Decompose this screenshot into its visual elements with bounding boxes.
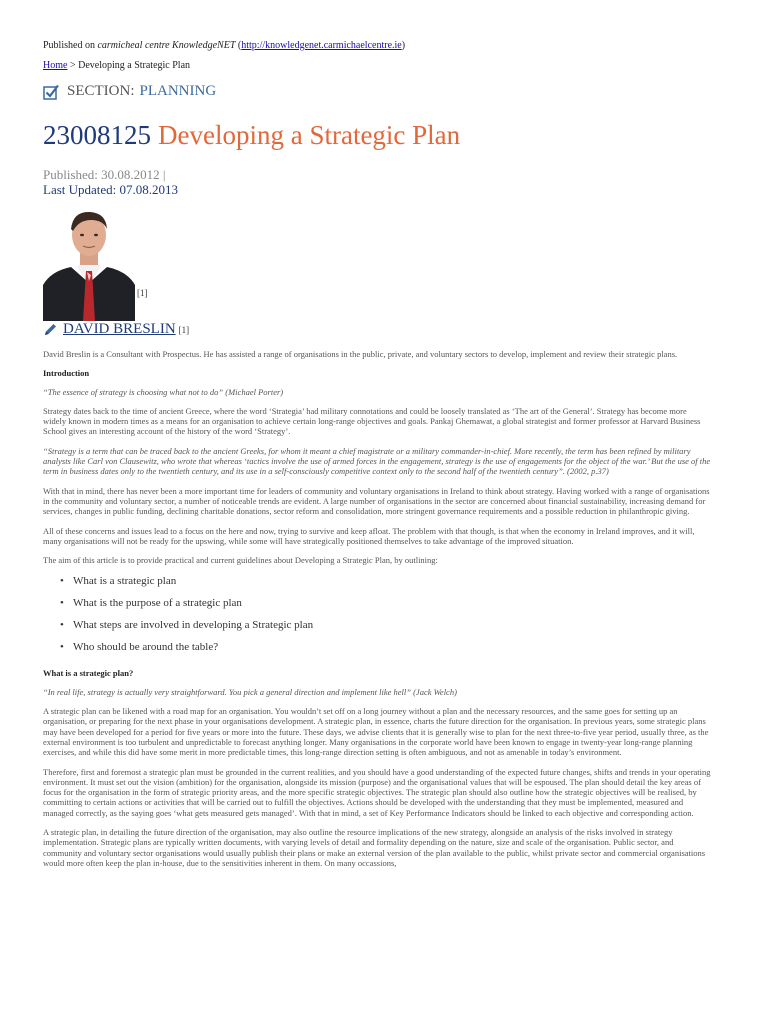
url-open: ( [235, 40, 242, 51]
list-item: • What is a strategic plan [73, 574, 711, 596]
paragraph-realities: Therefore, first and foremost a strategic plan must be grounded in the current realities, and you should have a good understanding of the expected future changes, shifts and trends in your operating environment. It must set out the vision (ambition) for the organisation, alongside its mission (purpose) and the organisational values that will be espoused. The plan should detail the key areas of focus for the organisation in the form of strategic priority areas, and the more specific strategic objectives. The strategic plan should also outline how the strategic objectives will be realised, by committing to certain actions or activities that will be carried out to fulfill the objectives. Actions should be developed with the understanding that they must be implemented, measured and managed correctly, as the saying goes ‘what gets measured gets managed’. With that in mind, a set of Key Performance Indicators should be linked to each objective and corresponding action. [43, 766, 711, 818]
pencil-icon [43, 323, 57, 337]
author-name-link[interactable]: DAVID BRESLIN [63, 321, 176, 337]
published-on-line [43, 40, 405, 51]
author-line [43, 321, 189, 338]
paragraph-trends: With that in mind, there has never been a more important time for leaders of community and voluntary organisations in Ireland to think about strategy. Having worked with a range of organisations in the community and voluntary sector, a number of noticeable trends are evident. A large number of organisations in the sector are concerned about financial sustainability, increasing demand for services, changes in public funding, declining charitable donations, sector reform and consolidation, more stringent governance requirements and a possible reduction in philanthropic giving. [43, 485, 710, 517]
checkbox-icon [43, 84, 59, 100]
paragraph-resources: A strategic plan, in detailing the future direction of the organisation, may also outline the resource implications of the new strategy, alongside an analysis of the risks involved in strategy implementation. Strategic plans are typically written documents, with varying levels of detail and formality depending on the nature, size and scale of the organisation. Public sector, and community and voluntary sector organisations would usually publish their plans or make an external version of the plan available to the public, whilst private sector and commercial organisations would more often keep the plan in-house, due to the sensitivities inherent in them. On many occassions, [43, 827, 706, 868]
quote-porter: “The essence of strategy is choosing what not to do” (Michael Porter) [43, 386, 284, 397]
published-prefix: Published on [43, 40, 98, 51]
list-item: • What steps are involved in developing a Strategic plan [73, 618, 711, 640]
article-body [43, 349, 711, 877]
author-reference[interactable]: [1] [178, 324, 190, 335]
article-title [43, 120, 460, 151]
section-label: SECTION: [67, 83, 135, 99]
url-close: ) [401, 40, 406, 51]
article-title-text: Developing a Strategic Plan [158, 120, 461, 150]
article-id: 23008125 [43, 120, 151, 150]
breadcrumb-current: Developing a Strategic Plan [78, 60, 191, 71]
list-item: • What is the purpose of a strategic plan [73, 596, 711, 618]
paragraph-history: Strategy dates back to the time of ancient Greece, where the word ‘Strategia’ had military connotations and could be loosely translated as ‘The art of the General’. Strategy has become more widely known in modern times as a means for an organisation to achieve certain long-range objectives and goals. Pankaj Ghemawat, a global strategist and former professor at Harvard Business School gives an interesting account of the history of the word ‘Strategy’. [43, 405, 701, 437]
breadcrumb [43, 60, 190, 71]
quote-ghemawat: “Strategy is a term that can be traced back to the ancient Greeks, for whom it meant a chief magistrate or a military commander-in-chief. More recently, the term has been refined by military analysts like Carl von Clausewitz, who wrote that whereas ‘tactics involve the use of armed forces in the engagement, strategy is the use of engagements for the object of the war.’ But the use of the term in business dates only to the twentieth century, and its use in a self-consciously competitive context only to the second half of the twentieth century”. (2002, p.37) [43, 445, 711, 477]
paragraph-road-map: A strategic plan can be likened with a road map for an organisation. You wouldn’t set off on a long journey without a plan and the necessary resources, and the same goes for setting up an organisation, or preparing for the next phase in your organisations development. A strategic plan, in essence, charts the future direction for the organisation. In previous years, some strategic plans may have been developed for a period for five years or more into the future. These days, we advise clients that it is generally wise to plan for the next three-to-five year period, usually three, as the external environment is too turbulent and unpredictable to forecast anything longer. Many organisations in the corporate world have been known to engage in twenty-year long-range planning exercises, and while this did have some merit in more predictable times, this long-range direction setting is often ambiguous, and not as amenable in today’s environment. [43, 706, 709, 758]
paragraph-aim: The aim of this article is to provide practical and current guidelines about Developing a Strategic Plan, by outlining: [43, 555, 438, 566]
breadcrumb-home-link[interactable]: Home [43, 60, 68, 71]
what-is-heading: What is a strategic plan? [43, 668, 134, 679]
outline-list [43, 574, 711, 662]
quote-welch: “In real life, strategy is actually very straightforward. You pick a general direction and implement like hell” (Jack Welch) [43, 686, 457, 697]
breadcrumb-separator: > [67, 60, 79, 71]
section-value-link[interactable]: PLANNING [139, 83, 217, 99]
paragraph-concerns: All of these concerns and issues lead to a focus on the here and now, trying to survive and keep afloat. The problem with that though, is that when the economy in Ireland improves, and it will, many organisations will not be ready for the upswing, while some will have strategically positioned themselves to take advantage of the improved situation. [43, 525, 695, 546]
intro-heading: Introduction [43, 368, 90, 379]
last-updated-date: Last Updated: 07.08.2013 [43, 182, 179, 197]
site-url-link[interactable]: http://knowledgenet.carmichaelcentre.ie [241, 40, 402, 51]
photo-reference[interactable]: [1] [137, 288, 148, 298]
section-heading [43, 83, 216, 100]
site-name: carmicheal centre KnowledgeNET [97, 40, 236, 51]
author-photo [43, 205, 135, 321]
author-bio: David Breslin is a Consultant with Prospectus. He has assisted a range of organisations in the public, private, and voluntary sectors to develop, implement and review their strategic plans. [43, 349, 678, 359]
list-item: • Who should be around the table? [73, 640, 711, 662]
published-date: Published: 30.08.2012 | [43, 167, 166, 182]
